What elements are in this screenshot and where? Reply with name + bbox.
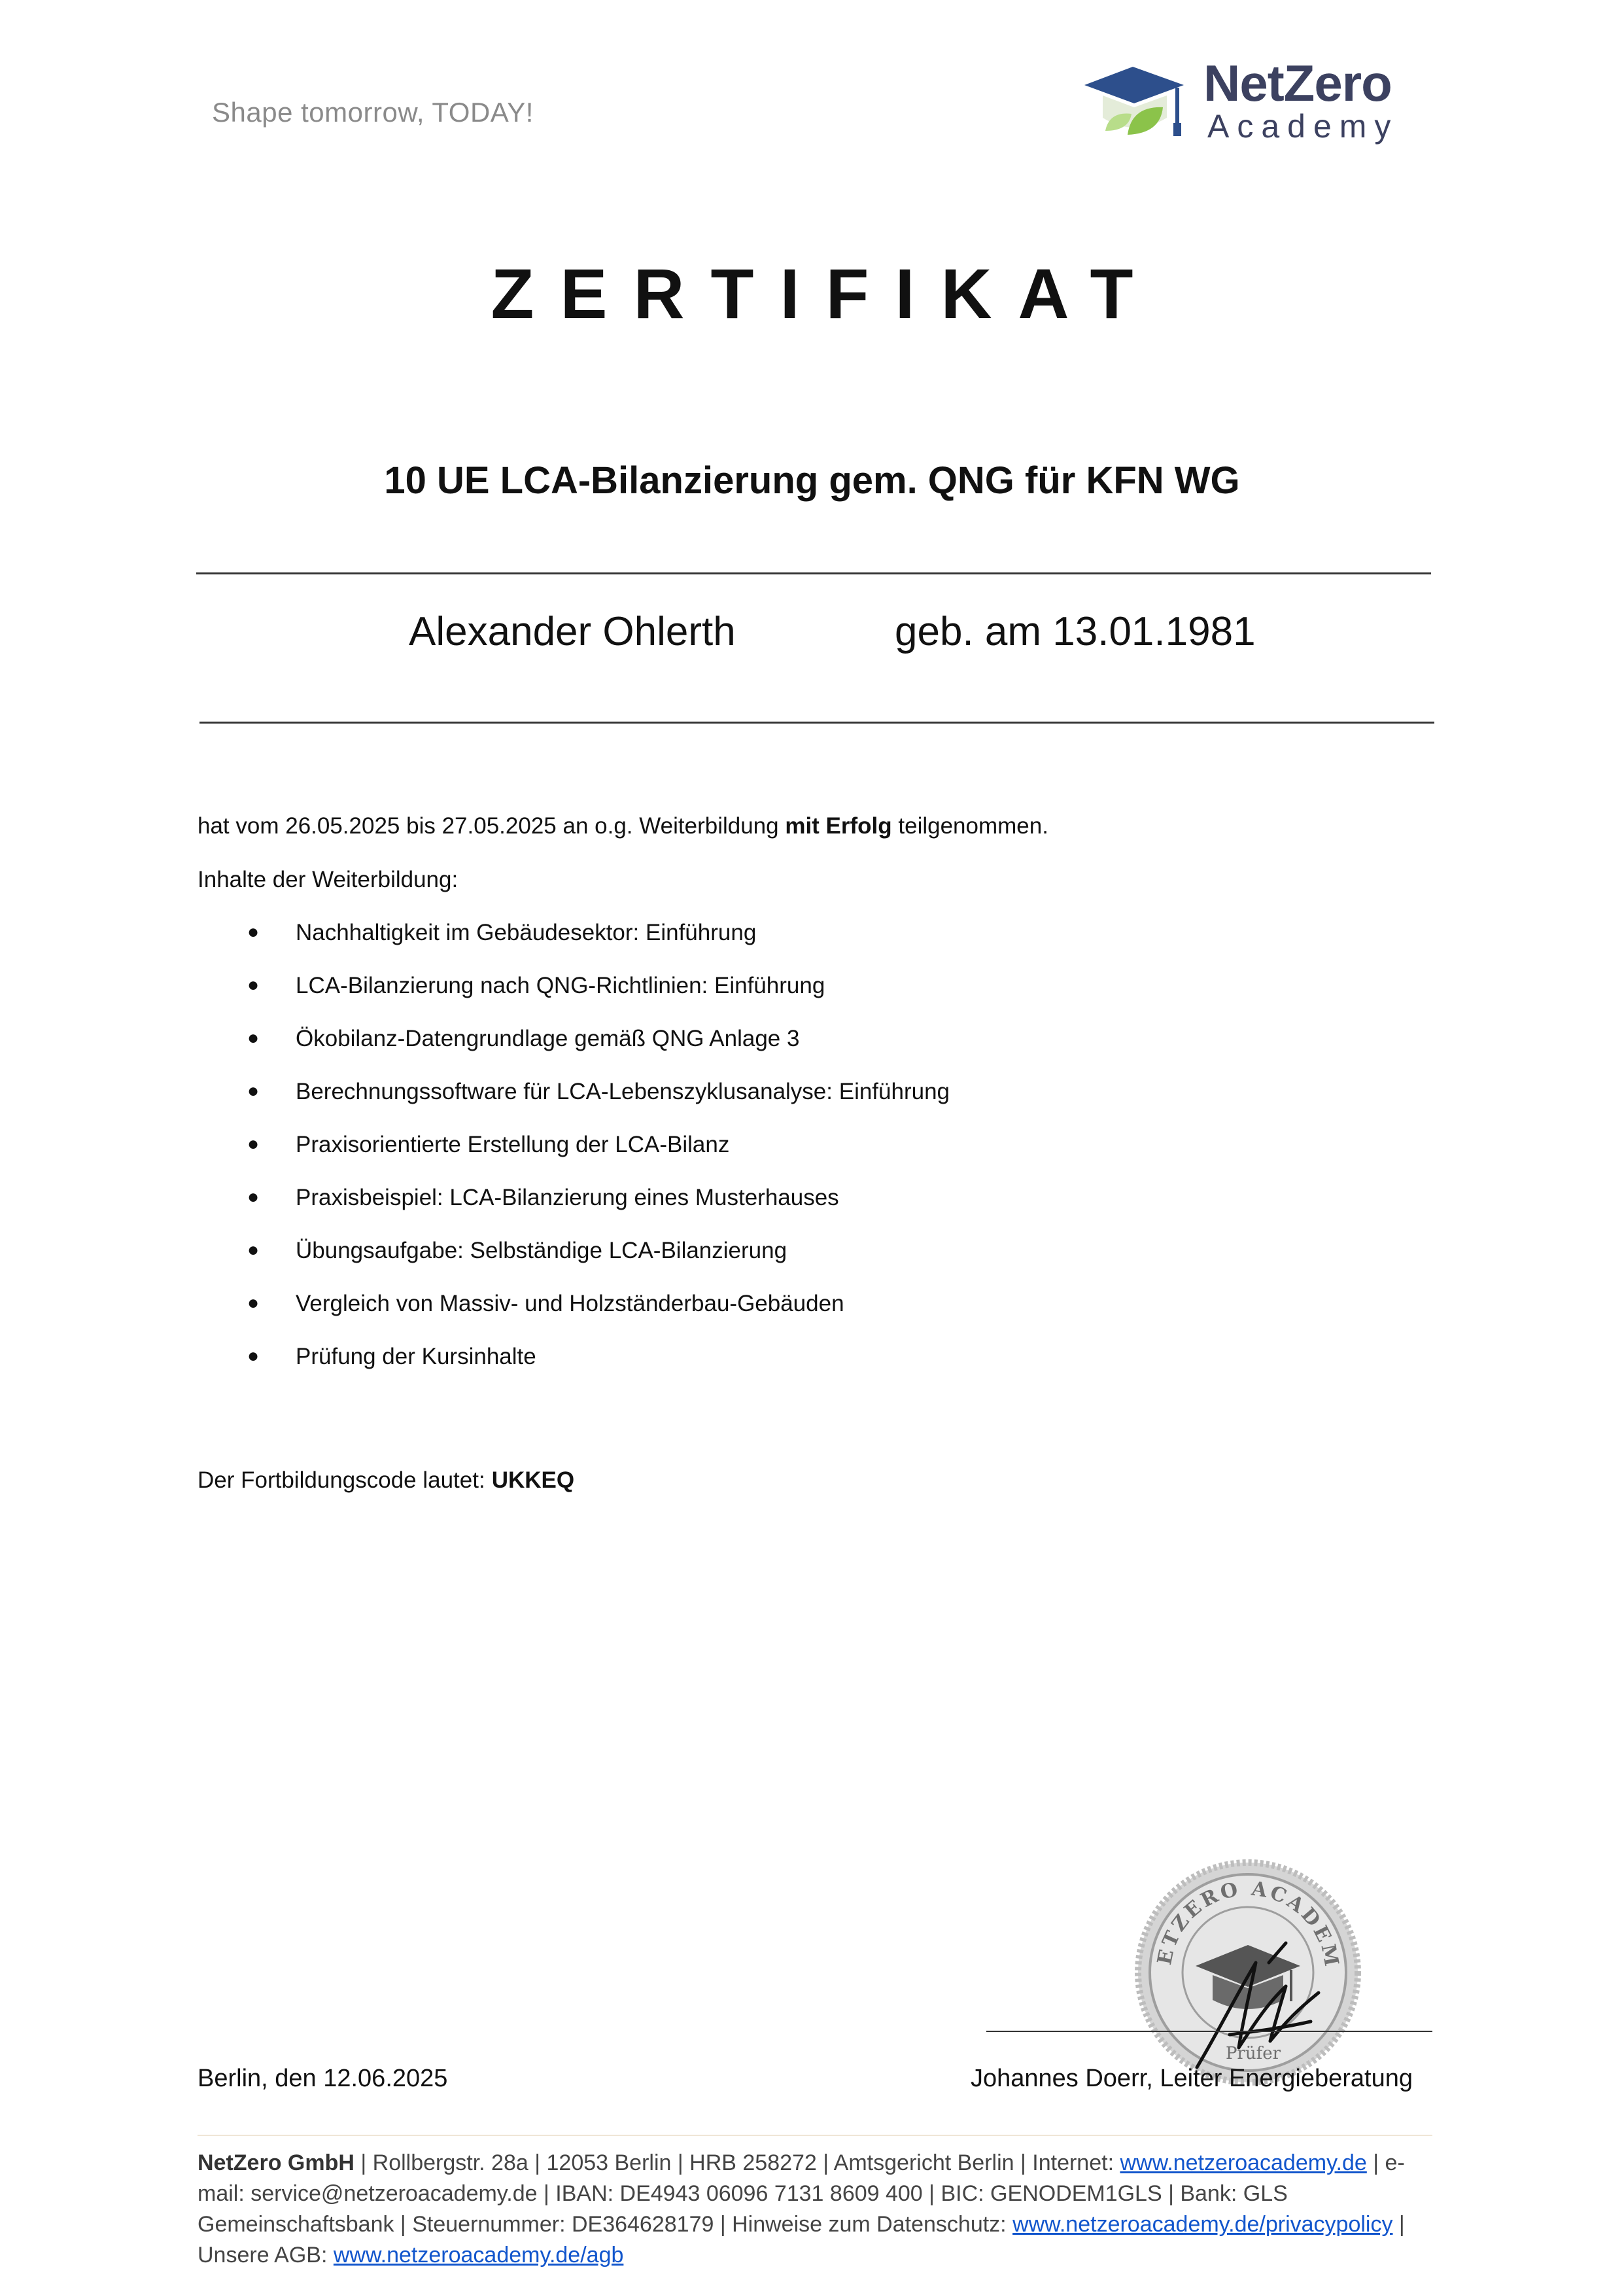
footer-website-link[interactable]: www.netzeroacademy.de (1120, 2150, 1367, 2175)
footer (198, 2148, 1432, 2271)
completion-emphasis: mit Erfolg (785, 813, 892, 839)
bullet-icon: ● (247, 1239, 260, 1261)
topic-label: Prüfung der Kursinhalte (296, 1344, 536, 1369)
footer-divider (198, 2135, 1432, 2136)
topic-label: Ökobilanz-Datengrundlage gemäß QNG Anlage 3 (296, 1026, 800, 1051)
bullet-icon: ● (247, 1186, 260, 1208)
topic-label: LCA-Bilanzierung nach QNG-Richtlinien: Einführung (296, 973, 825, 998)
stamp-ring-text: ETZERO ACADEM (1153, 1877, 1343, 1971)
participant-name: Alexander Ohlerth (409, 609, 736, 654)
logo-wordmark-netzero: NetZero (1203, 54, 1392, 112)
graduation-cap-leaf-icon (1079, 58, 1190, 149)
completion-pre: hat vom 26.05.2025 bis 27.05.2025 an o.g. Weiterbildung (198, 813, 786, 839)
logo-wordmark-academy: Academy (1207, 108, 1399, 145)
certificate-title: ZERTIFIKAT (491, 254, 1160, 333)
topic-label: Nachhaltigkeit im Gebäudesektor: Einführung (296, 920, 757, 945)
signature-line (986, 2031, 1432, 2032)
signer-name-title: Johannes Doerr, Leiter Energieberatung (971, 2065, 1413, 2092)
bullet-icon: ● (247, 1080, 260, 1102)
stamp-label: Prüfer (1225, 2044, 1281, 2063)
completion-statement (198, 815, 1048, 837)
footer-address: | Rollbergstr. 28a | 12053 Berlin | HRB 258272 | Amtsgericht Berlin | Internet: (354, 2150, 1120, 2175)
footer-company: NetZero GmbH (198, 2150, 354, 2175)
tagline: Shape tomorrow, TODAY! (212, 97, 534, 128)
bullet-icon: ● (247, 1292, 260, 1314)
footer-details: | e-mail: service@netzeroacademy.de | IBAN: DE4943 06096 7131 8609 400 | BIC: GENODEM1GLS | Bank: GLS Gemeinschaftsbank | Steuernummer: DE364628179 | Hinweise zum Datenschutz: (198, 2150, 1405, 2237)
participant-birthdate: geb. am 13.01.1981 (895, 609, 1256, 654)
topic-label: Praxisbeispiel: LCA-Bilanzierung eines Musterhauses (296, 1185, 839, 1210)
bullet-icon: ● (247, 1345, 260, 1367)
training-code-label: Der Fortbildungscode lautet: (198, 1467, 485, 1493)
footer-agb-link[interactable]: www.netzeroacademy.de/agb (333, 2243, 624, 2268)
training-code-line (198, 1469, 574, 1492)
topic-label: Praxisorientierte Erstellung der LCA-Bilanz (296, 1132, 730, 1157)
bullet-icon: ● (247, 921, 260, 943)
logo (1079, 54, 1426, 156)
divider-bottom (199, 722, 1434, 724)
contents-label: Inhalte der Weiterbildung: (198, 867, 458, 892)
place-date: Berlin, den 12.06.2025 (198, 2065, 448, 2092)
training-code-value: UKKEQ (491, 1467, 575, 1493)
bullet-icon: ● (247, 1027, 260, 1049)
topic-label: Berechnungssoftware für LCA-Lebenszyklusanalyse: Einführung (296, 1079, 950, 1104)
signature (1171, 1936, 1341, 2080)
completion-post: teilgenommen. (891, 813, 1048, 839)
course-title: 10 UE LCA-Bilanzierung gem. QNG für KFN WG (384, 459, 1240, 502)
topic-label: Übungsaufgabe: Selbständige LCA-Bilanzierung (296, 1238, 787, 1263)
footer-agb-label: | Unsere AGB: (198, 2212, 1405, 2268)
bullet-icon: ● (247, 1133, 260, 1155)
footer-privacy-link[interactable]: www.netzeroacademy.de/privacypolicy (1012, 2212, 1393, 2237)
bullet-icon: ● (247, 974, 260, 996)
topic-label: Vergleich von Massiv- und Holzständerbau-Gebäuden (296, 1291, 844, 1316)
divider-top (196, 572, 1431, 574)
